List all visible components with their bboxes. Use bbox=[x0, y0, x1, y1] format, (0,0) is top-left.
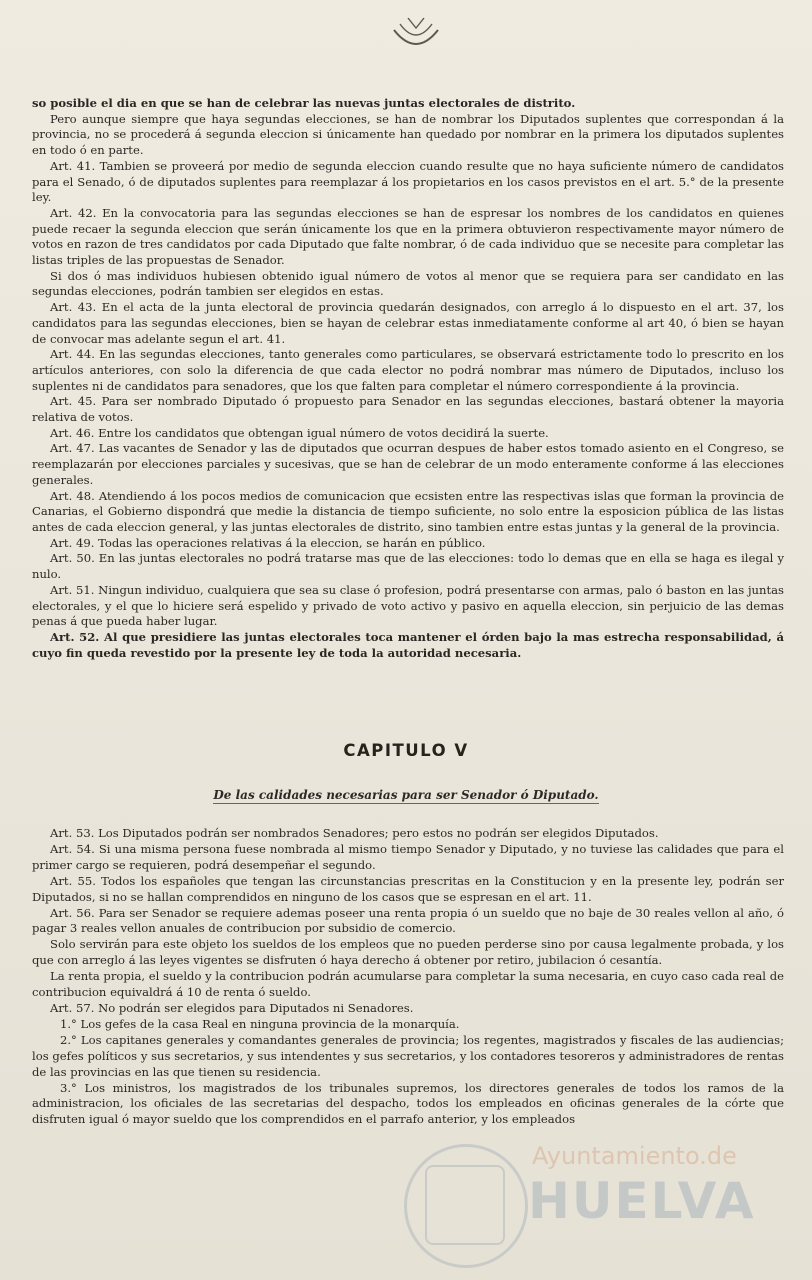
paragraph: Solo servirán para este objeto los sueldos de los empleos que no pueden perderse sino por causa legalmente probada, y los que con arreglo á las leyes vigentes se disfruten ó haya derecho á obtener por retiro, jubilacion ó cesantía. bbox=[32, 937, 784, 968]
article-47: Art. 47. Las vacantes de Senador y las de diputados que ocurran despues de haber estos tomado asiento en el Congreso, se reemplazarán por elecciones parciales y sucesivas, que se han de celebrar de un modo enteramente conforme á las elecciones generales. bbox=[32, 441, 784, 487]
article-46: Art. 46. Entre los candidatos que obtengan igual número de votos decidirá la suerte. bbox=[50, 425, 549, 440]
article-51: Art. 51. Ningun individuo, cualquiera que sea su clase ó profesion, podrá presentarse con armas, palo ó baston en las juntas electorales, y el que lo hiciere será espelido y privado de voto activo y pasivo en aquella eleccion, sin perjuicio de las demas penas á que pueda haber lugar. bbox=[32, 582, 784, 629]
shield-inner bbox=[425, 1165, 505, 1245]
article-41: Art. 41. Tambien se proveerá por medio de segunda eleccion cuando resulte que no haya suficiente número de candidatos para el Senado, ó de diputados suplentes para reemplazar á los propietarios en los casos previstos en el art. 5.° de la presente ley. bbox=[32, 158, 784, 205]
list-item: 3.° Los ministros, los magistrados de los tribunales supremos, los directores generales de todos los ramos de la administracion, los oficiales de las secretarias del despacho, todos los empleados en oficinas generales de la córte que disfruten igual ó mayor sueldo que los comprendidos en el parrafo anterior, y los empleados bbox=[32, 1080, 784, 1127]
shield-icon bbox=[404, 1144, 528, 1268]
article-49: Art. 49. Todas las operaciones relativas á la eleccion, se harán en público. bbox=[50, 535, 486, 550]
paragraph: La renta propia, el sueldo y la contribucion podrán acumularse para completar la suma necesaria, en cuyo caso cada real de contribucion equivaldrá á 10 de renta ó sueldo. bbox=[32, 969, 784, 1000]
top-text-block bbox=[32, 96, 784, 661]
chapter-subtitle-text: De las calidades necesarias para ser Senador ó Diputado. bbox=[213, 788, 599, 802]
watermark-main-text: HUELVA bbox=[528, 1172, 756, 1230]
watermark-top-text: Ayuntamiento.de bbox=[532, 1142, 737, 1170]
article-55: Art. 55. Todos los españoles que tengan las circunstancias prescritas en la Constitucion y en la presente ley, podrán ser Diputados, si no se hallan comprendidos en ninguno de los casos que se espresan en el art. 11. bbox=[32, 873, 784, 904]
article-53: Art. 53. Los Diputados podrán ser nombrados Senadores; pero estos no podrán ser elegidos Diputados. bbox=[50, 826, 659, 840]
chapter-title: CAPITULO V bbox=[343, 741, 469, 760]
article-45: Art. 45. Para ser nombrado Diputado ó propuesto para Senador en las segundas elecciones, bastará obtener la mayoria relativa de votos. bbox=[32, 394, 784, 425]
article-54: Art. 54. Si una misma persona fuese nombrada al mismo tiempo Senador y Diputado, y no tuviese las calidades que para el primer cargo se requieren, podrá desempeñar el segundo. bbox=[32, 841, 784, 872]
chapter-subtitle bbox=[0, 788, 812, 802]
ornament-icon bbox=[386, 10, 446, 60]
paragraph: Pero aunque siempre que haya segundas elecciones, se han de nombrar los Diputados suplentes que correspondan á la provincia, no se procederá á segunda eleccion si únicamente han quedado por nombrar en la primera los diputados suplentes en todo ó en parte. bbox=[32, 111, 784, 158]
article-57: Art. 57. No podrán ser elegidos para Diputados ni Senadores. bbox=[50, 1000, 414, 1015]
article-56: Art. 56. Para ser Senador se requiere ademas poseer una renta propia ó un sueldo que no baje de 30 reales vellon al año, ó pagar 3 reales vellon anuales de contribucion por subsidio de comercio. bbox=[32, 905, 784, 936]
list-item: 2.° Los capitanes generales y comandantes generales de provincia; los regentes, magistrados y fiscales de las audiencias; los gefes políticos y sus secretarios, y sus intendentes y sus secretarios, y los contadores tesoreros y administradores de rentas de las provincias en las que tienen su residencia. bbox=[32, 1032, 784, 1079]
paragraph-continuation: so posible el dia en que se han de celebrar las nuevas juntas electorales de distrito. bbox=[32, 96, 576, 110]
article-43: Art. 43. En el acta de la junta electoral de provincia quedarán designados, con arreglo á lo dispuesto en el art. 37, los candidatos para las segundas elecciones, bien se hayan de celebrar estas inmediatamente conforme al art 40, ó bien se hayan de convocar mas adelante segun el art. 41. bbox=[32, 300, 784, 346]
bottom-text-block bbox=[32, 826, 784, 1128]
article-50: Art. 50. En las juntas electorales no podrá tratarse mas que de las elecciones: todo lo demas que en ella se haga es ilegal y nulo. bbox=[32, 551, 784, 582]
watermark bbox=[404, 1132, 756, 1262]
article-52: Art. 52. Al que presidiere las juntas electorales toca mantener el órden bajo la mas estrecha responsabilidad, á cuyo fin queda revestido por la presente ley de toda la autoridad necesaria. bbox=[32, 629, 784, 660]
list-item: 1.° Los gefes de la casa Real en ninguna provincia de la monarquía. bbox=[60, 1016, 460, 1031]
article-48: Art. 48. Atendiendo á los pocos medios de comunicacion que ecsisten entre las respectivas islas que forman la provincia de Canarias, el Gobierno dispondrá que medie la distancia de tiempo suficiente, no solo entre la esposicion pública de las listas antes de cada eleccion general, y las juntas electorales de distrito, sino tambien entre estas juntas y la general de la provincia. bbox=[32, 488, 784, 534]
paragraph: Si dos ó mas individuos hubiesen obtenido igual número de votos al menor que se requiera para ser candidato en las segundas elecciones, podrán tambien ser elegidos en estas. bbox=[32, 268, 784, 299]
article-44: Art. 44. En las segundas elecciones, tanto generales como particulares, se observará estrictamente todo lo prescrito en los artículos anteriores, con solo la diferencia de que cada elector no podrá nombrar mas número de Diputados, incluso los suplentes ni de candidatos para senadores, que los que falten para completar el número correspondiente á la provincia. bbox=[32, 347, 784, 393]
article-42: Art. 42. En la convocatoria para las segundas elecciones se han de espresar los nombres de los candidatos en quienes puede recaer la segunda eleccion que serán únicamente los que en la primera obtuvieron respectivamente mayor número de votos en razon de tres candidatos por cada Diputado que falte nombrar, ó de cada individuo que se necesite para completar las listas triples de las propuestas de Senador. bbox=[32, 205, 784, 268]
